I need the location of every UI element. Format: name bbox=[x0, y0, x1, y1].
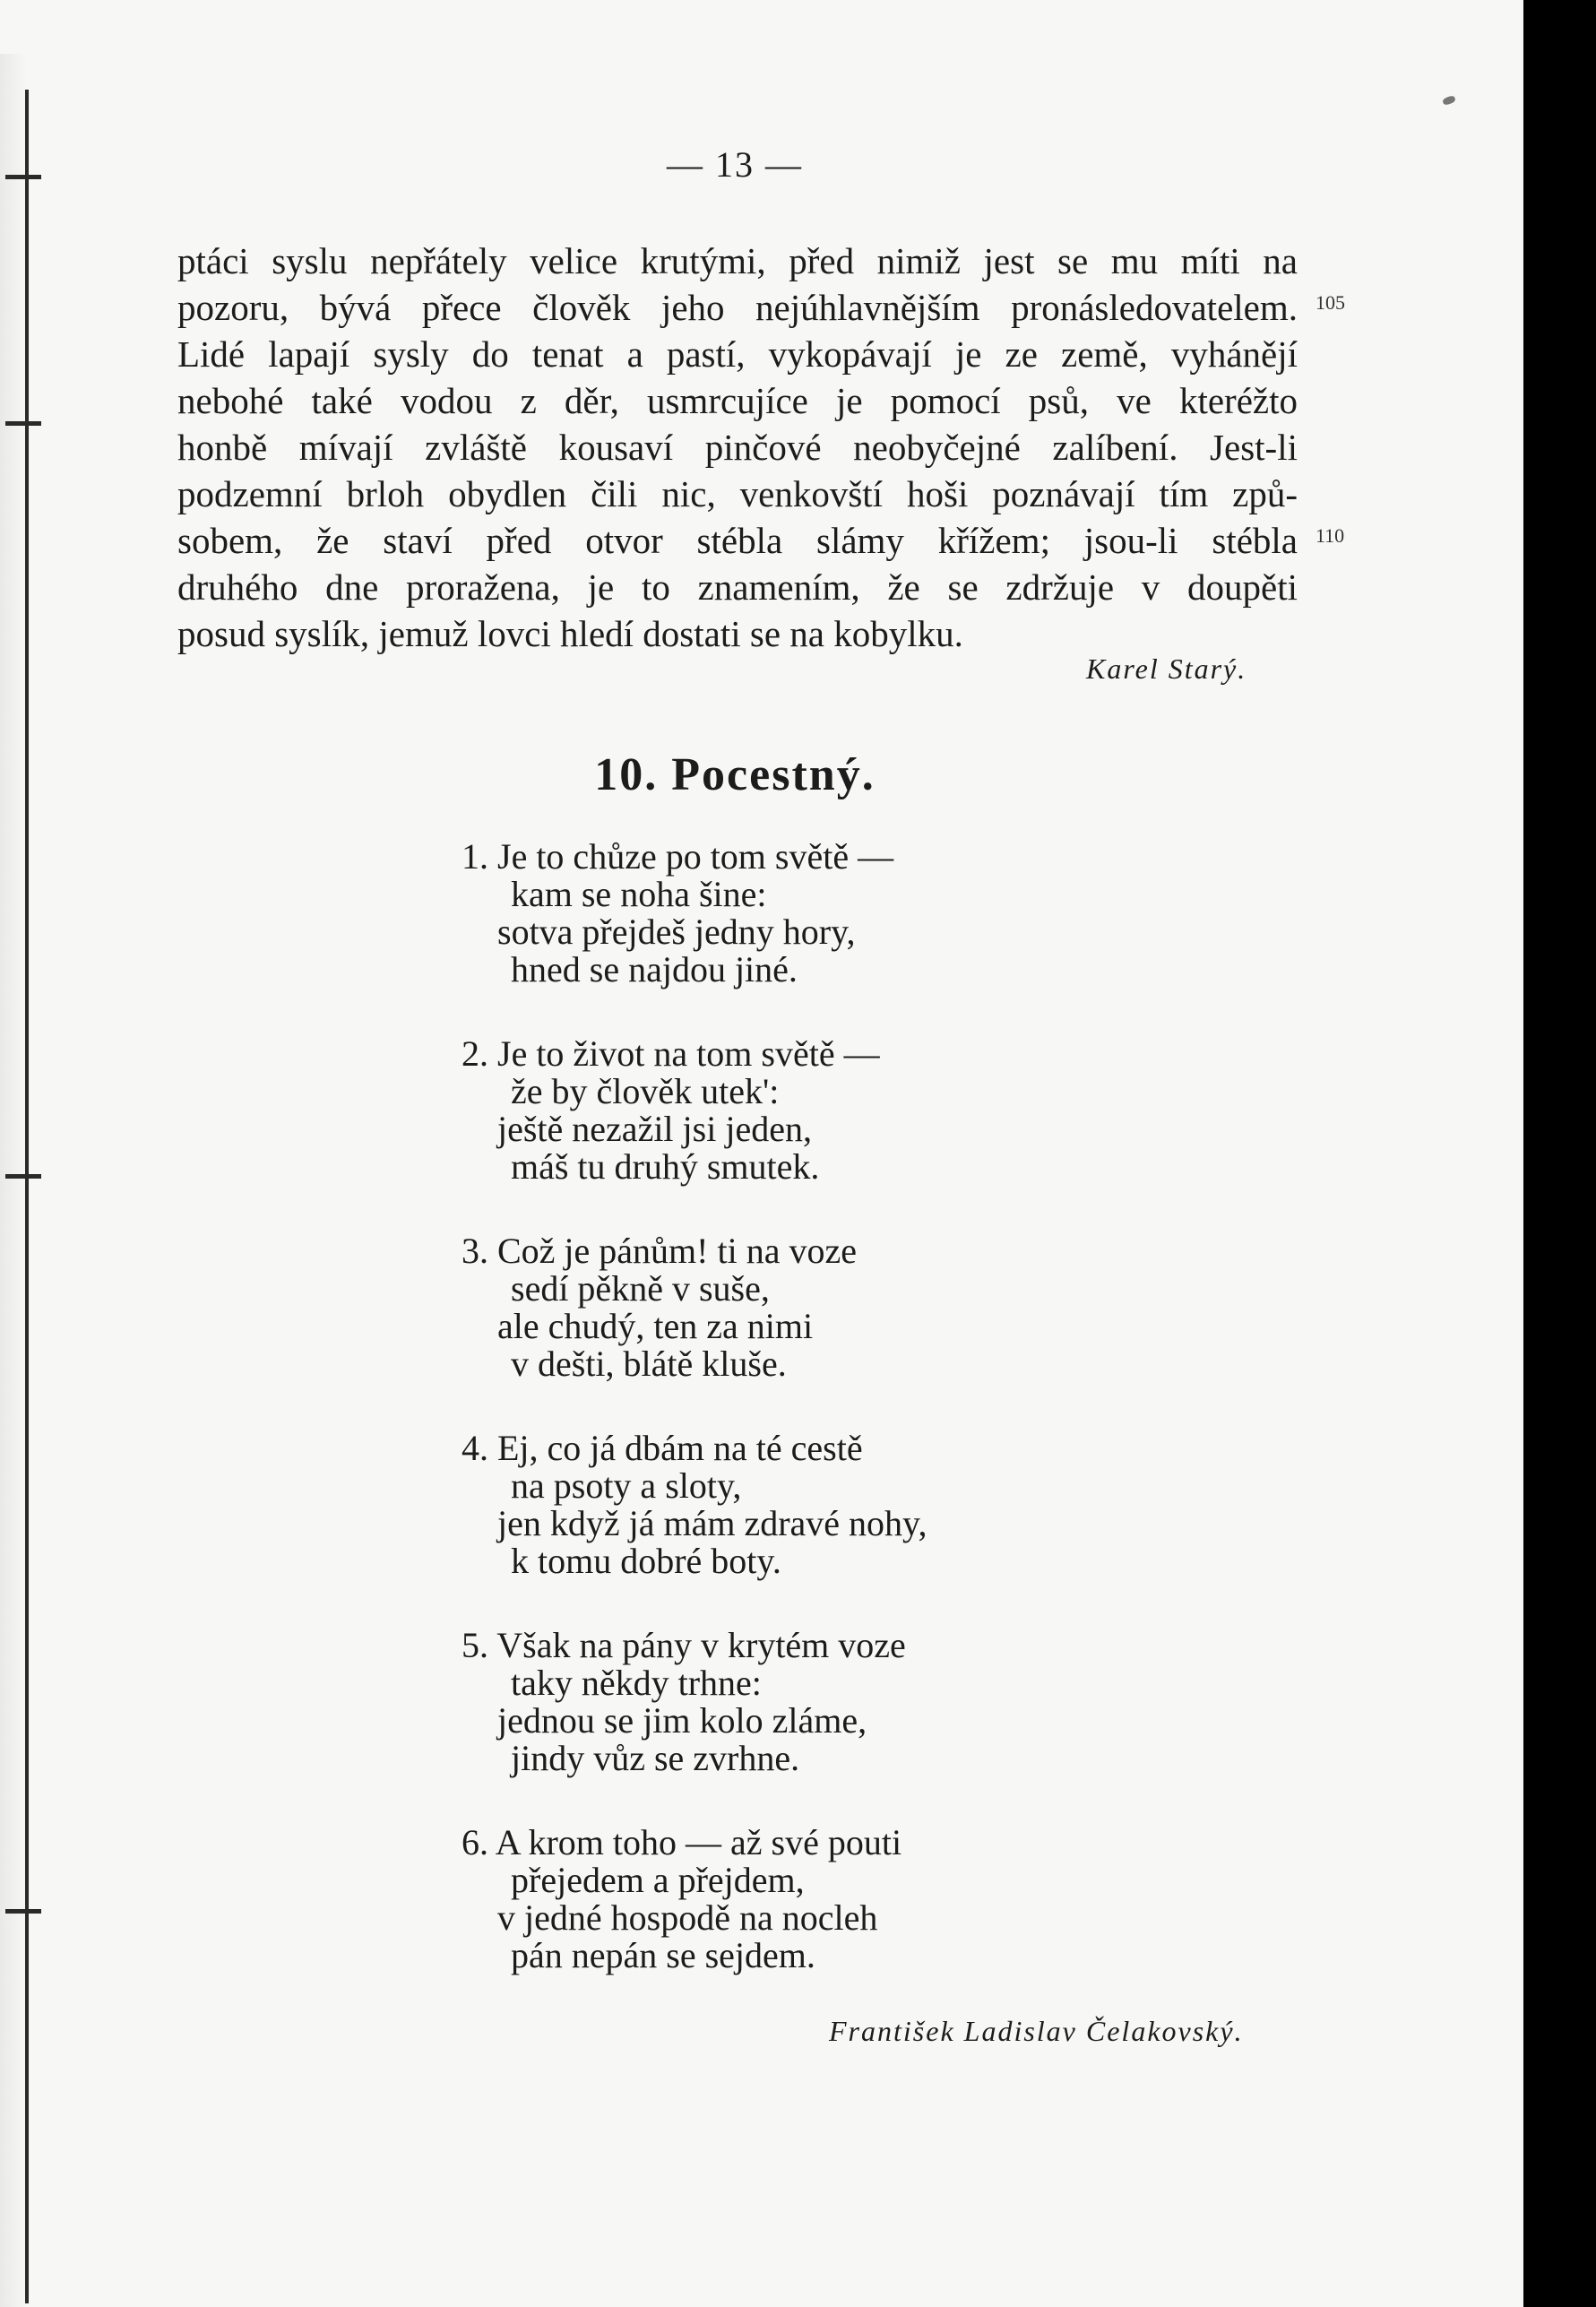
stanza-number: 4. bbox=[462, 1428, 488, 1468]
prose-line: pozoru, bývá přece člověk jeho nejúhlavnějším pronásledovatelem. bbox=[177, 287, 1298, 328]
verse-line: přejedem a přejdem, bbox=[511, 1860, 805, 1900]
stanza bbox=[462, 1232, 927, 1383]
verse-line: jen když já mám zdravé nohy, bbox=[497, 1503, 927, 1543]
margin-line-number: 105 bbox=[1316, 291, 1345, 314]
poem-author: František Ladislav Čelakovský. bbox=[829, 2015, 1244, 2047]
stanza-number: 6. bbox=[462, 1822, 488, 1862]
binding-mark bbox=[5, 421, 41, 426]
verse-line: sedí pěkně v suše, bbox=[511, 1268, 770, 1309]
stanza-number: 3. bbox=[462, 1231, 488, 1271]
verse-text: Však na pány v krytém voze bbox=[496, 1625, 906, 1665]
scan-border-right bbox=[1523, 0, 1596, 2307]
margin-line-number: 110 bbox=[1316, 524, 1345, 547]
verse-line: že by člověk utek': bbox=[511, 1071, 780, 1111]
verse-line: ale chudý, ten za nimi bbox=[497, 1306, 814, 1346]
poem-title: 10. Pocestný. bbox=[594, 749, 876, 800]
verse-line bbox=[462, 1035, 927, 1073]
binding-mark bbox=[5, 1174, 41, 1179]
verse-line: pán nepán se sejdem. bbox=[511, 1935, 815, 1975]
stanza bbox=[462, 1035, 927, 1186]
verse-text: Ej, co já dbám na té cestě bbox=[497, 1428, 863, 1468]
prose-line: honbě mívají zvláště kousaví pinčové neobyčejné zalíbení. Jest-li bbox=[177, 427, 1298, 468]
stanza-number: 1. bbox=[462, 836, 488, 877]
verse-line bbox=[462, 1430, 927, 1467]
verse-line: jindy vůz se zvrhne. bbox=[511, 1738, 800, 1778]
verse-text: Je to život na tom světě — bbox=[497, 1033, 880, 1074]
verse-text: Je to chůze po tom světě — bbox=[497, 836, 894, 877]
verse-line: máš tu druhý smutek. bbox=[511, 1146, 820, 1187]
verse-text: Což je pánům! ti na voze bbox=[497, 1231, 857, 1271]
prose-line: ptáci syslu nepřátely velice krutými, před nimiž jest se mu míti na bbox=[177, 240, 1298, 281]
prose-line: Lidé lapají sysly do tenat a pastí, vykopávají je ze země, vyhánějí bbox=[177, 333, 1298, 375]
binding-mark bbox=[5, 1909, 41, 1914]
page-number: — 13 — bbox=[667, 144, 803, 185]
verse-line: v dešti, blátě kluše. bbox=[511, 1344, 787, 1384]
prose-paragraph bbox=[177, 238, 1298, 657]
verse-line: kam se noha šine: bbox=[511, 874, 767, 914]
verse-line: v jedné hospodě na nocleh bbox=[497, 1897, 878, 1938]
verse-line: hned se najdou jiné. bbox=[511, 949, 798, 989]
verse-line: taky někdy trhne: bbox=[511, 1663, 762, 1703]
stanza bbox=[462, 838, 927, 989]
verse-line: jednou se jim kolo zláme, bbox=[497, 1700, 867, 1741]
verse-text: A krom toho — až své pouti bbox=[495, 1822, 902, 1862]
prose-line: posud syslík, jemuž lovci hledí dostati se na kobylku. bbox=[177, 613, 963, 654]
prose-line: druhého dne proražena, je to znamením, že se zdržuje v doupěti bbox=[177, 566, 1298, 608]
verse-line: sotva přejdeš jedny hory, bbox=[497, 912, 856, 952]
verse-line: k tomu dobré boty. bbox=[511, 1541, 781, 1581]
poem bbox=[462, 838, 927, 2021]
prose-line: podzemní brloh obydlen čili nic, venkovští hoši poznávají tím způ- bbox=[177, 473, 1298, 514]
verse-line bbox=[462, 1232, 927, 1270]
prose-line: sobem, že staví před otvor stébla slámy křížem; jsou-li stébla bbox=[177, 520, 1298, 561]
verse-line: na psoty a sloty, bbox=[511, 1465, 742, 1506]
stanza-number: 2. bbox=[462, 1033, 488, 1074]
verse-line bbox=[462, 1627, 927, 1664]
stanza bbox=[462, 1824, 927, 1974]
stanza bbox=[462, 1627, 927, 1777]
verse-line bbox=[462, 1824, 927, 1862]
prose-line: nebohé také vodou z děr, usmrcujíce je pomocí psů, ve kteréžto bbox=[177, 380, 1298, 421]
stanza bbox=[462, 1430, 927, 1580]
prose-author: Karel Starý. bbox=[1086, 652, 1247, 685]
verse-line bbox=[462, 838, 927, 876]
stanza-number: 5. bbox=[462, 1625, 488, 1665]
page-gutter-shadow bbox=[0, 54, 27, 2307]
verse-line: ještě nezažil jsi jeden, bbox=[497, 1109, 812, 1149]
